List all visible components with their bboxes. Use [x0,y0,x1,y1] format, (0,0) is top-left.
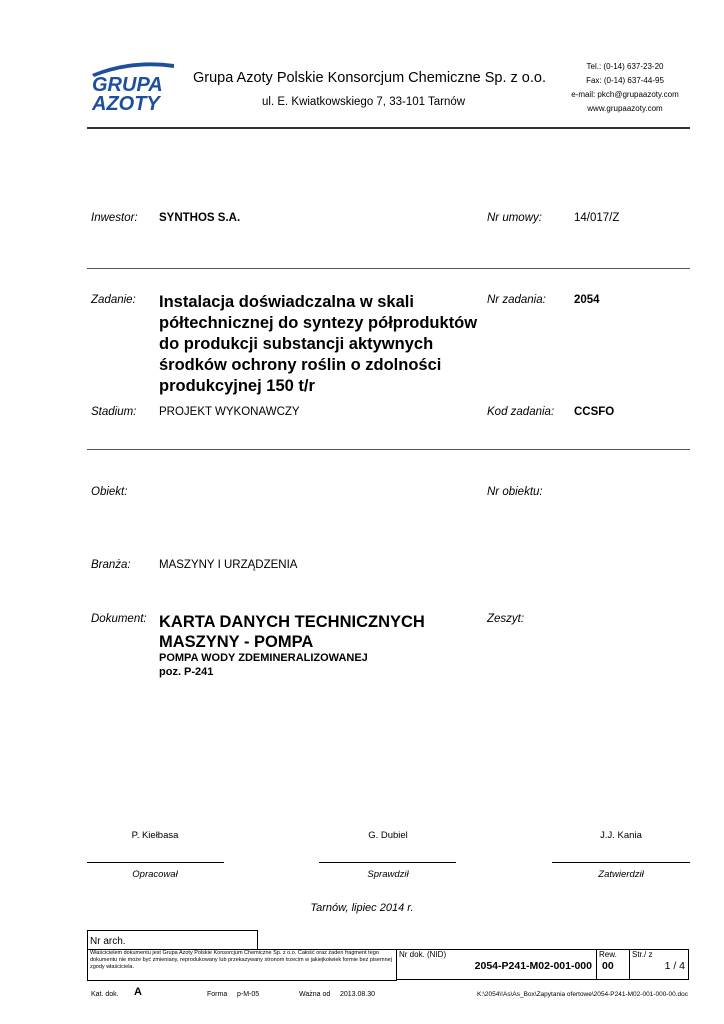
document-title [159,612,479,652]
header-divider [87,127,690,129]
divider [87,449,690,450]
form-label: Forma [207,991,228,998]
document-subtitle-line-1: POMPA WODY ZDEMINERALIZOWANEJ [159,652,368,664]
document-subtitle-line-2: poz. P-241 [159,666,214,678]
branch-value: MASZYNY I URZĄDZENIA [159,559,298,571]
doc-category-label: Kat. dok. [91,991,119,998]
company-logo [90,60,180,112]
author-role: Opracował [132,869,178,880]
approver-role: Zatwierdził [598,869,644,880]
investor-label: Inwestor: [91,212,138,224]
task-value: Instalacja doświadczalna w skali półtechnicznej do syntezy półproduktów do produkcji substancji aktywnych środków ochrony roślin o zdolności produkcyjnej 150 t/r [159,293,478,395]
object-number-label: Nr obiektu: [487,486,543,498]
page-value: 1 / 4 [664,960,685,972]
svg-text:GRUPA: GRUPA [92,74,163,96]
title-block [87,930,689,981]
contract-value: 14/017/Z [574,212,620,224]
document-title-line-1: KARTA DANYCH TECHNICZNYCH [159,613,425,631]
file-path: K:\2054\!As\As_Box\Zapytania ofertowe\2054-P241-M02-001-000-00.doc [476,991,688,998]
company-name: Grupa Azoty Polskie Konsorcjum Chemiczne Sp. z o.o. [193,70,546,86]
archive-label: Nr arch. [90,936,126,947]
email: e-mail: pkch@grupaazoty.com [571,90,679,99]
doc-number-label: Nr dok. (NID) [397,950,597,980]
page-label: Str./ z [630,950,689,980]
valid-from-value: 2013.08.30 [340,991,376,998]
checker-name: G. Dubiel [368,830,408,841]
checker-role: Sprawdził [367,869,409,880]
contract-label: Nr umowy: [487,212,542,224]
signature-line [552,862,690,863]
signature-line [319,862,456,863]
ownership-note: Właścicielem dokumentu jest Grupa Azoty Polskie Konsorcjum Chemiczne Sp. z o.o. Całość oraz żaden fragment tego dokumentu nie może być zmieniany, reprodukowany lub przekazywany stronom trzecim w jakiejkolwiek formie bez pisemnej zgody właściciela. [88,950,397,981]
revision-value: 00 [602,960,614,972]
document-subtitle [159,651,368,679]
task-code-value: CCSFO [574,406,615,418]
document-label: Dokument: [91,613,147,625]
svg-text:AZOTY: AZOTY [92,93,160,112]
valid-from-label: Ważna od [299,991,331,998]
archive-number-value [258,931,689,950]
doc-category-value: A [134,986,142,998]
task-number-label: Nr zadania: [487,294,546,306]
divider [87,268,690,269]
stage-label: Stadium: [91,406,137,418]
fax: Fax: (0-14) 637-44-95 [586,76,664,85]
spacer [397,980,689,981]
approver-name: J.J. Kania [600,830,642,841]
branch-label: Branża: [91,559,131,571]
doc-number-value: 2054-P241-M02-001-000 [474,960,592,972]
investor-value: SYNTHOS S.A. [159,212,241,224]
form-value: p-M-05 [237,991,260,998]
website: www.grupaazoty.com [587,104,663,113]
place-date: Tarnów, lipiec 2014 r. [310,902,414,914]
archive-number-cell [88,931,258,950]
company-address: ul. E. Kwiatkowskiego 7, 33-101 Tarnów [262,96,466,108]
task-code-label: Kod zadania: [487,406,555,418]
contact-info [560,60,690,116]
author-name: P. Kiełbasa [131,830,179,841]
stage-value: PROJEKT WYKONAWCZY [159,406,300,418]
object-label: Obiekt: [91,486,128,498]
task-label: Zadanie: [91,294,136,306]
signature-line [87,862,224,863]
revision-label: Rew. [597,950,630,980]
document-title-line-2: MASZYNY - POMPA [159,633,314,651]
task-number-value: 2054 [574,294,600,306]
volume-label: Zeszyt: [487,613,525,625]
phone: Tel.: (0-14) 637-23-20 [586,62,664,71]
